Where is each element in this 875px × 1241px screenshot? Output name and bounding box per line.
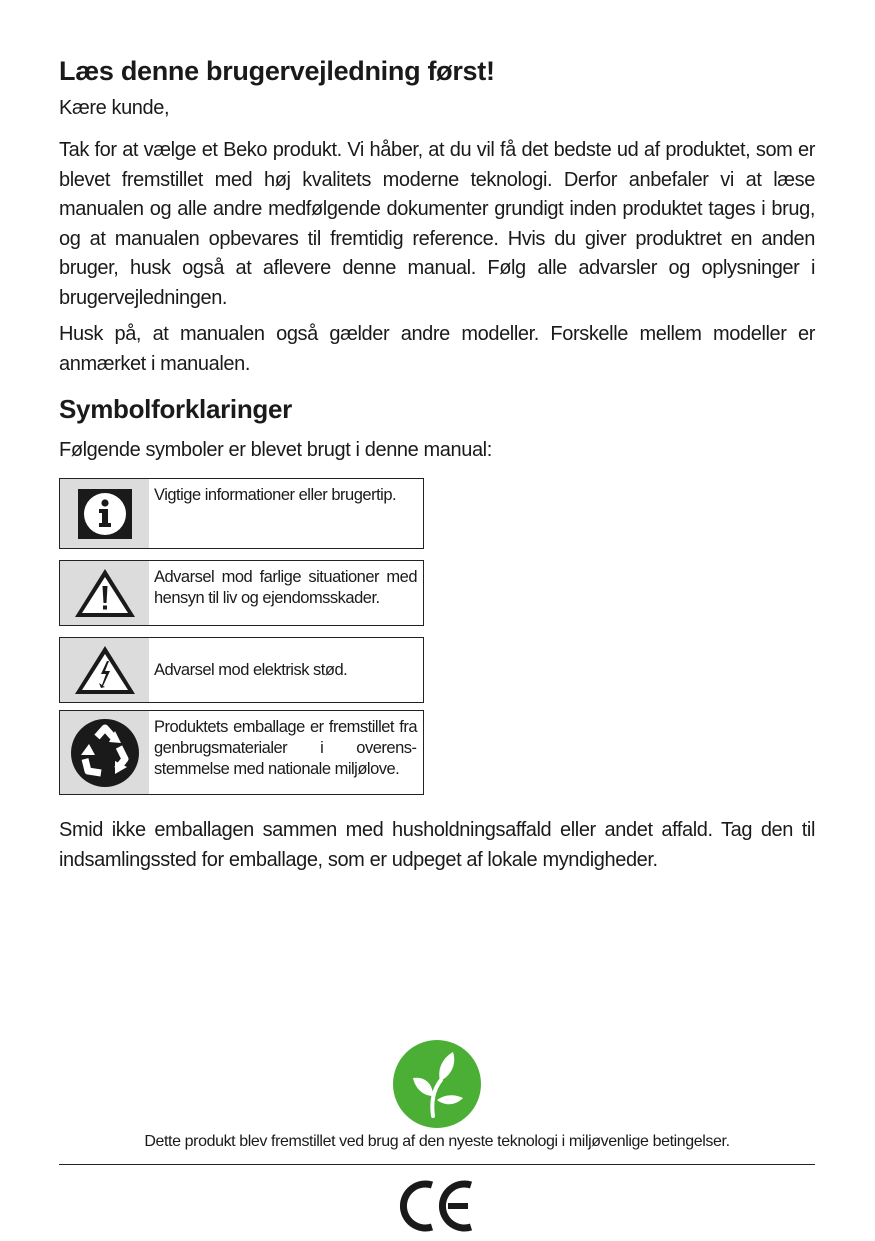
page-title: Læs denne brugervejledning først! bbox=[59, 56, 495, 86]
symbol-text: Advarsel mod elektrisk stød. bbox=[154, 660, 348, 679]
intro-paragraph: Tak for at vælge et Beko produkt. Vi håber, at du vil få det bedste ud af produktet, som er blevet fremstillet med høj kvalitets moderne teknologi. Derfor anbefaler vi at læse manualen og alle andre medfølgende dokumenter grundigt inden produktet tages i brug, og at manualen opbevares til fremtidig reference. Hvis du giver produktret en anden bruger, husk også at aflevere denne manual. Følg alle advarsler og oplysninger i brugervejledningen. bbox=[59, 139, 815, 309]
electric-shock-icon bbox=[72, 643, 138, 697]
warning-icon bbox=[72, 566, 138, 620]
manual-page bbox=[59, 0, 815, 1241]
footer-divider bbox=[59, 1164, 815, 1165]
symbols-heading: Symbolforklaringer bbox=[59, 394, 292, 424]
symbol-row-info bbox=[59, 478, 424, 549]
symbol-row-recycle bbox=[59, 710, 424, 795]
ce-mark-icon bbox=[399, 1179, 475, 1233]
info-icon bbox=[77, 488, 133, 540]
recycle-icon bbox=[69, 717, 141, 789]
symbol-text: Vigtige informationer eller brugertip. bbox=[154, 486, 397, 504]
symbol-text: Advarsel mod farlige situationer med hensyn til liv og ejendomsskader. bbox=[154, 568, 417, 607]
symbol-row-warning bbox=[59, 560, 424, 626]
symbols-lead: Følgende symboler er blevet brugt i denne manual: bbox=[59, 439, 492, 461]
disposal-paragraph: Smid ikke emballagen sammen med husholdningsaffald eller andet affald. Tag den til indsamlingssted for emballage, som er udpeget af lokale myndigheder. bbox=[59, 819, 815, 871]
symbol-text: Produktets emballage er fremstillet fra genbrugsmaterialer i overensstemmelse med nationale miljølove. bbox=[154, 718, 417, 778]
leaf-icon bbox=[393, 1040, 481, 1128]
symbol-row-electric bbox=[59, 637, 424, 703]
greeting: Kære kunde, bbox=[59, 97, 170, 119]
models-note-paragraph: Husk på, at manualen også gælder andre modeller. Forskelle mellem modeller er anmærket i manualen. bbox=[59, 323, 815, 375]
eco-statement: Dette produkt blev fremstillet ved brug af den nyeste teknologi i miljøvenlige betingelser. bbox=[144, 1133, 730, 1150]
